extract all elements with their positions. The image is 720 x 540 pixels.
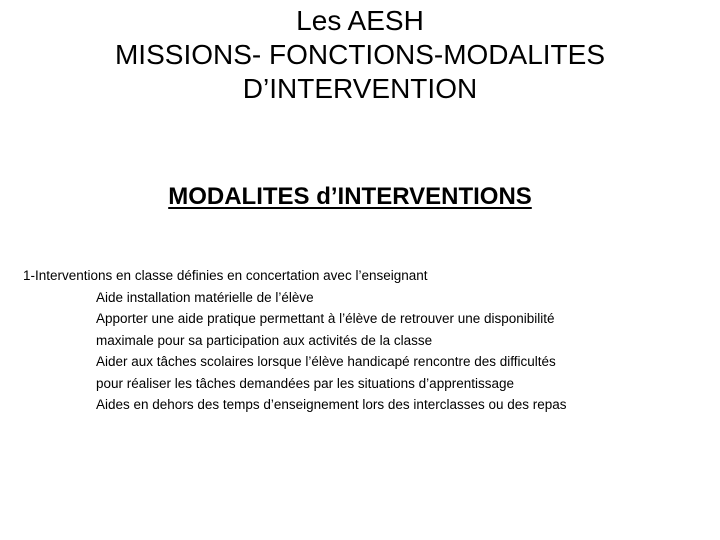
title-line-2: MISSIONS- FONCTIONS-MODALITES xyxy=(114,39,606,70)
title-line-1: Les AESH xyxy=(296,5,424,36)
body-line-5: pour réaliser les tâches demandées par les situations d’apprentissage xyxy=(96,375,514,391)
body-line-1: Aide installation matérielle de l’élève xyxy=(96,289,314,305)
slide-title xyxy=(0,4,720,106)
content-body xyxy=(23,265,713,416)
body-line-6: Aides en dehors des temps d’enseignement lors des interclasses ou des repas xyxy=(96,397,567,412)
title-line-3: D’INTERVENTION xyxy=(242,73,478,104)
body-line-4: Aider aux tâches scolaires lorsque l’élève handicapé rencontre des difficultés xyxy=(96,354,556,369)
body-line-3: maximale pour sa participation aux activités de la classe xyxy=(96,332,433,348)
section-subtitle: MODALITES d’INTERVENTIONS xyxy=(168,183,532,210)
body-line-2: Apporter une aide pratique permettant à l’élève de retrouver une disponibilité xyxy=(96,311,555,326)
intervention-heading: 1-Interventions en classe définies en concertation avec l’enseignant xyxy=(23,268,428,283)
